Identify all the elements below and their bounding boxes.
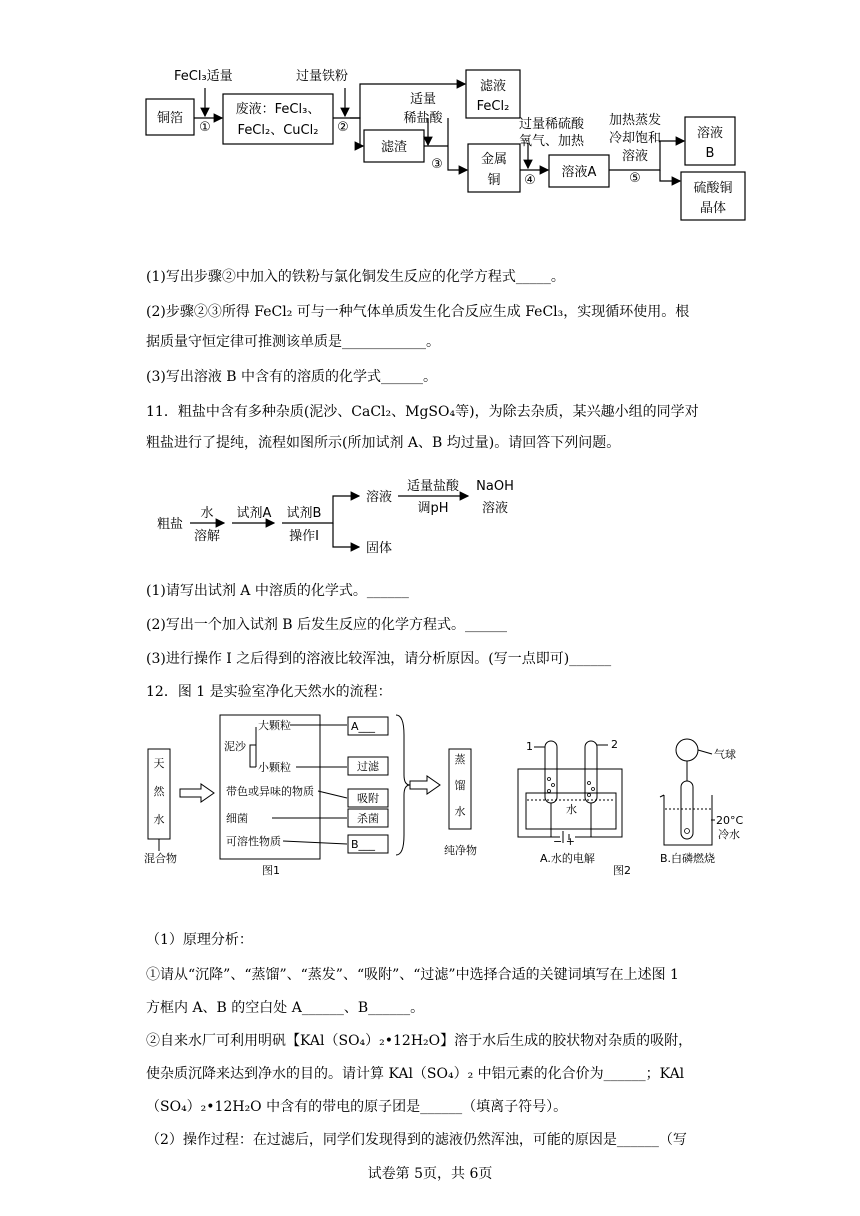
evaporate-label-b: 冷却饱和 — [608, 131, 662, 146]
step4-label: ④ — [524, 173, 536, 188]
hcl-label-b: 稀盐酸 — [403, 111, 443, 126]
salt-purification-flowchart — [0, 470, 860, 570]
water-label: 水 — [200, 506, 214, 521]
natural-char-1: 天 — [153, 757, 165, 770]
pure-label: 纯净物 — [444, 844, 477, 857]
distilled-char-2: 馏 — [454, 779, 466, 792]
q12-part1-q2-cont: 使杂质沉降来达到净水的目的。请计算 KAl（SO₄）₂ 中铝元素的化合价为______；KAl — [146, 1066, 685, 1082]
q12-part1-heading: （1）原理分析： — [146, 932, 253, 948]
tube2-number: 2 — [611, 738, 618, 751]
temperature-label: 20°C — [716, 814, 744, 827]
adsorb-label: 吸附 — [357, 792, 379, 805]
natural-char-3: 水 — [153, 813, 165, 826]
distilled-char-1: 蒸 — [454, 753, 466, 766]
fecl3-label: FeCl₃适量 — [174, 69, 233, 84]
balloon-label: 气球 — [714, 748, 736, 761]
bacteria-label: 细菌 — [226, 812, 248, 825]
figure2-label: 图2 — [613, 864, 631, 877]
tube-2 — [585, 741, 597, 803]
water-purification-figures — [0, 705, 860, 895]
excess-iron-label: 过量铁粉 — [296, 69, 349, 84]
q12-part1-q1-cont: 方框内 A、B 的空白处 A______、B______。 — [146, 1000, 425, 1016]
water-label: 水 — [566, 803, 577, 816]
q10-part2: (2)步骤②③所得 FeCl₂ 可与一种气体单质发生化合反应生成 FeCl₃，实现循环使用。根 — [146, 304, 690, 320]
q12-part2: （2）操作过程：在过滤后，同学们发现得到的滤液仍然浑浊，可能的原因是______（写 — [146, 1132, 687, 1148]
metal-copper-label-a: 金属 — [480, 152, 508, 167]
sand-label: 泥沙 — [224, 740, 246, 753]
filter-label: 过滤 — [357, 760, 379, 773]
phosphorus-caption: B.白磷燃烧 — [660, 852, 716, 865]
solution-label: 溶液 — [366, 490, 393, 505]
soluble-label: 可溶性物质 — [226, 835, 281, 848]
electrolysis-caption: A.水的电解 — [540, 852, 595, 865]
evaporate-label-a: 加热蒸发 — [608, 113, 662, 128]
solid-label: 固体 — [366, 541, 393, 556]
balloon-shape — [676, 739, 698, 761]
distilled-char-3: 水 — [454, 805, 466, 818]
evaporate-label-c: 溶液 — [621, 149, 649, 164]
reagent-b-label: 试剂B — [286, 506, 322, 521]
box-b-label: B___ — [351, 838, 376, 851]
q10-part3: (3)写出溶液 B 中含有的溶质的化学式______。 — [146, 369, 438, 385]
mixture-label: 混合物 — [144, 852, 177, 865]
q11-part1: (1)请写出试剂 A 中溶质的化学式。______ — [146, 583, 409, 599]
q12-part1-q2: ②自来水厂可利用明矾【KAl（SO₄）₂•12H₂O】溶于水后生成的胶状物对杂质的吸附， — [146, 1033, 693, 1049]
step1-label: ① — [199, 120, 211, 135]
q11-intro-line2: 粗盐进行了提纯，流程如图所示(所加试剂 A、B 均过量)。请回答下列问题。 — [146, 435, 621, 451]
figure1-label: 图1 — [262, 864, 280, 877]
hcl-label-a: 适量 — [409, 92, 437, 107]
cold-water-label: 冷水 — [718, 828, 740, 841]
dissolve-label: 溶解 — [193, 529, 221, 544]
waste-label-a: 废液：FeCl₃、 — [235, 102, 321, 117]
tube1-number: 1 — [526, 740, 533, 753]
q11-intro-line1: 11．粗盐中含有多种杂质(泥沙、CaCl₂、MgSO₄等)，为除去杂质，某兴趣小组的同学对 — [146, 404, 699, 420]
crude-salt-label: 粗盐 — [157, 517, 184, 532]
crystal-label-b: 晶体 — [699, 201, 727, 216]
solution-b-label-a: 溶液 — [696, 126, 724, 141]
q12-intro: 12．图 1 是实验室净化天然水的流程： — [146, 684, 392, 700]
hcl-label: 适量盐酸 — [406, 479, 460, 494]
crystal-label-a: 硫酸铜 — [693, 181, 733, 196]
filtrate-label-b: FeCl₂ — [476, 99, 510, 114]
step5-label: ⑤ — [629, 171, 641, 186]
small-particles-label: 小颗粒 — [258, 761, 291, 774]
q12-part1-q2-cont2: （SO₄）₂•12H₂O 中含有的带电的原子团是______（填离子符号）。 — [146, 1099, 568, 1115]
residue-label: 滤渣 — [380, 140, 408, 155]
waste-label-b: FeCl₂、CuCl₂ — [237, 123, 319, 138]
naoh-label-b: 溶液 — [481, 501, 509, 516]
reagent-a-label: 试剂A — [236, 506, 272, 521]
step3-label: ③ — [431, 157, 443, 172]
test-tube — [681, 781, 693, 839]
metal-copper-label-b: 铜 — [487, 173, 501, 188]
polarity-label: − + — [553, 835, 575, 848]
q11-part3: (3)进行操作 I 之后得到的溶液比较浑浊，请分析原因。(写一点即可)______ — [146, 651, 612, 667]
naoh-label-a: NaOH — [476, 479, 514, 494]
q11-part2: (2)写出一个加入试剂 B 后发生反应的化学方程式。______ — [146, 617, 508, 633]
copper-foil-label: 铜箔 — [156, 111, 184, 126]
q12-part1-q1: ①请从“沉降”、“蒸馏”、“蒸发”、“吸附”、“过滤”中选择合适的关键词填写在上述图 1 — [146, 967, 679, 983]
q10-part2-cont: 据质量守恒定律可推测该单质是____________。 — [146, 334, 440, 350]
q10-part1: (1)写出步骤②中加入的铁粉与氯化铜发生反应的化学方程式_____。 — [146, 269, 565, 285]
operation-i-label: 操作I — [289, 529, 319, 544]
page-footer: 试卷第 5页，共 6页 — [367, 1166, 493, 1182]
kill-label: 杀菌 — [357, 812, 379, 825]
natural-char-2: 然 — [153, 785, 165, 798]
h2so4-label-b: 氧气、加热 — [519, 134, 585, 149]
tube-1 — [545, 741, 557, 803]
solution-a-label: 溶液A — [561, 165, 597, 180]
copper-recovery-flowchart — [0, 0, 860, 230]
filtrate-label-a: 滤液 — [479, 79, 507, 94]
solution-b-label-b: B — [705, 146, 715, 161]
color-odor-label: 带色或异味的物质 — [226, 785, 314, 798]
step2-label: ② — [337, 120, 349, 135]
large-particles-label: 大颗粒 — [258, 719, 291, 732]
ph-label: 调pH — [417, 501, 449, 516]
box-a-label: A___ — [351, 720, 376, 733]
h2so4-label-a: 过量稀硫酸 — [519, 117, 585, 132]
